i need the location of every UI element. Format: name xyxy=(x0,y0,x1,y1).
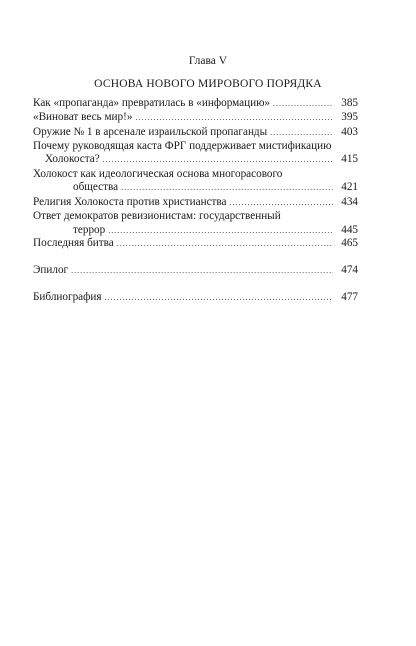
table-of-contents xyxy=(33,97,358,305)
toc-leader-dots xyxy=(117,237,333,251)
toc-entry-title-cont: общества xyxy=(73,181,119,193)
toc-page-number: 434 xyxy=(341,195,358,208)
toc-entry-epilogue xyxy=(33,264,358,278)
toc-entry-title: Библиография xyxy=(33,291,102,303)
toc-leader-dots xyxy=(105,291,333,305)
toc-leader-dots xyxy=(71,264,333,278)
toc-entry xyxy=(33,126,358,140)
toc-entry-title: Как «пропаганда» превратилась в «информацию» xyxy=(33,97,271,109)
toc-leader-dots xyxy=(103,153,333,167)
toc-page-number: 395 xyxy=(341,110,358,123)
toc-page-number: 477 xyxy=(341,291,358,303)
toc-entry-bibliography xyxy=(33,291,358,305)
toc-entry xyxy=(33,210,358,237)
toc-entry xyxy=(33,97,358,111)
toc-leader-dots xyxy=(121,181,333,195)
toc-entry xyxy=(33,196,358,210)
toc-entry xyxy=(33,140,358,167)
toc-entry-title: Почему руководящая каста ФРГ поддерживает мистификацию xyxy=(33,139,332,152)
toc-entry-title: Ответ демократов ревизионистам: государственный xyxy=(33,210,281,222)
toc-page-number: 474 xyxy=(341,263,358,276)
toc-page-number: 415 xyxy=(341,153,358,165)
toc-leader-dots xyxy=(108,224,333,238)
toc-leader-dots xyxy=(273,97,333,111)
chapter-heading: Глава V xyxy=(188,55,228,67)
toc-entry-title: «Виноват весь мир!» xyxy=(33,110,133,123)
section-title: ОСНОВА НОВОГО МИРОВОГО ПОРЯДКА xyxy=(94,78,322,90)
toc-entry-title: Религия Холокоста против христианства xyxy=(33,195,227,208)
toc-entry xyxy=(33,237,358,251)
toc-leader-dots xyxy=(270,126,333,140)
toc-entry xyxy=(33,168,358,195)
toc-leader-dots xyxy=(135,111,333,125)
toc-entry-title-cont: Холокоста? xyxy=(45,153,100,165)
toc-leader-dots xyxy=(230,196,333,210)
toc-page-number: 421 xyxy=(341,181,358,193)
toc-entry-title-cont: террор xyxy=(73,223,106,236)
toc-page-number: 445 xyxy=(341,223,358,236)
toc-entry-title: Эпилог xyxy=(33,263,69,276)
toc-entry-title: Оружие № 1 в арсенале израильской пропаганды xyxy=(33,126,268,138)
toc-entry xyxy=(33,111,358,125)
toc-entry-title: Последняя битва xyxy=(33,237,114,249)
toc-page-number: 465 xyxy=(341,237,358,249)
toc-page-number: 385 xyxy=(341,97,358,109)
toc-page-number: 403 xyxy=(341,126,358,138)
toc-entry-title: Холокост как идеологическая основа многорасового xyxy=(33,167,283,180)
